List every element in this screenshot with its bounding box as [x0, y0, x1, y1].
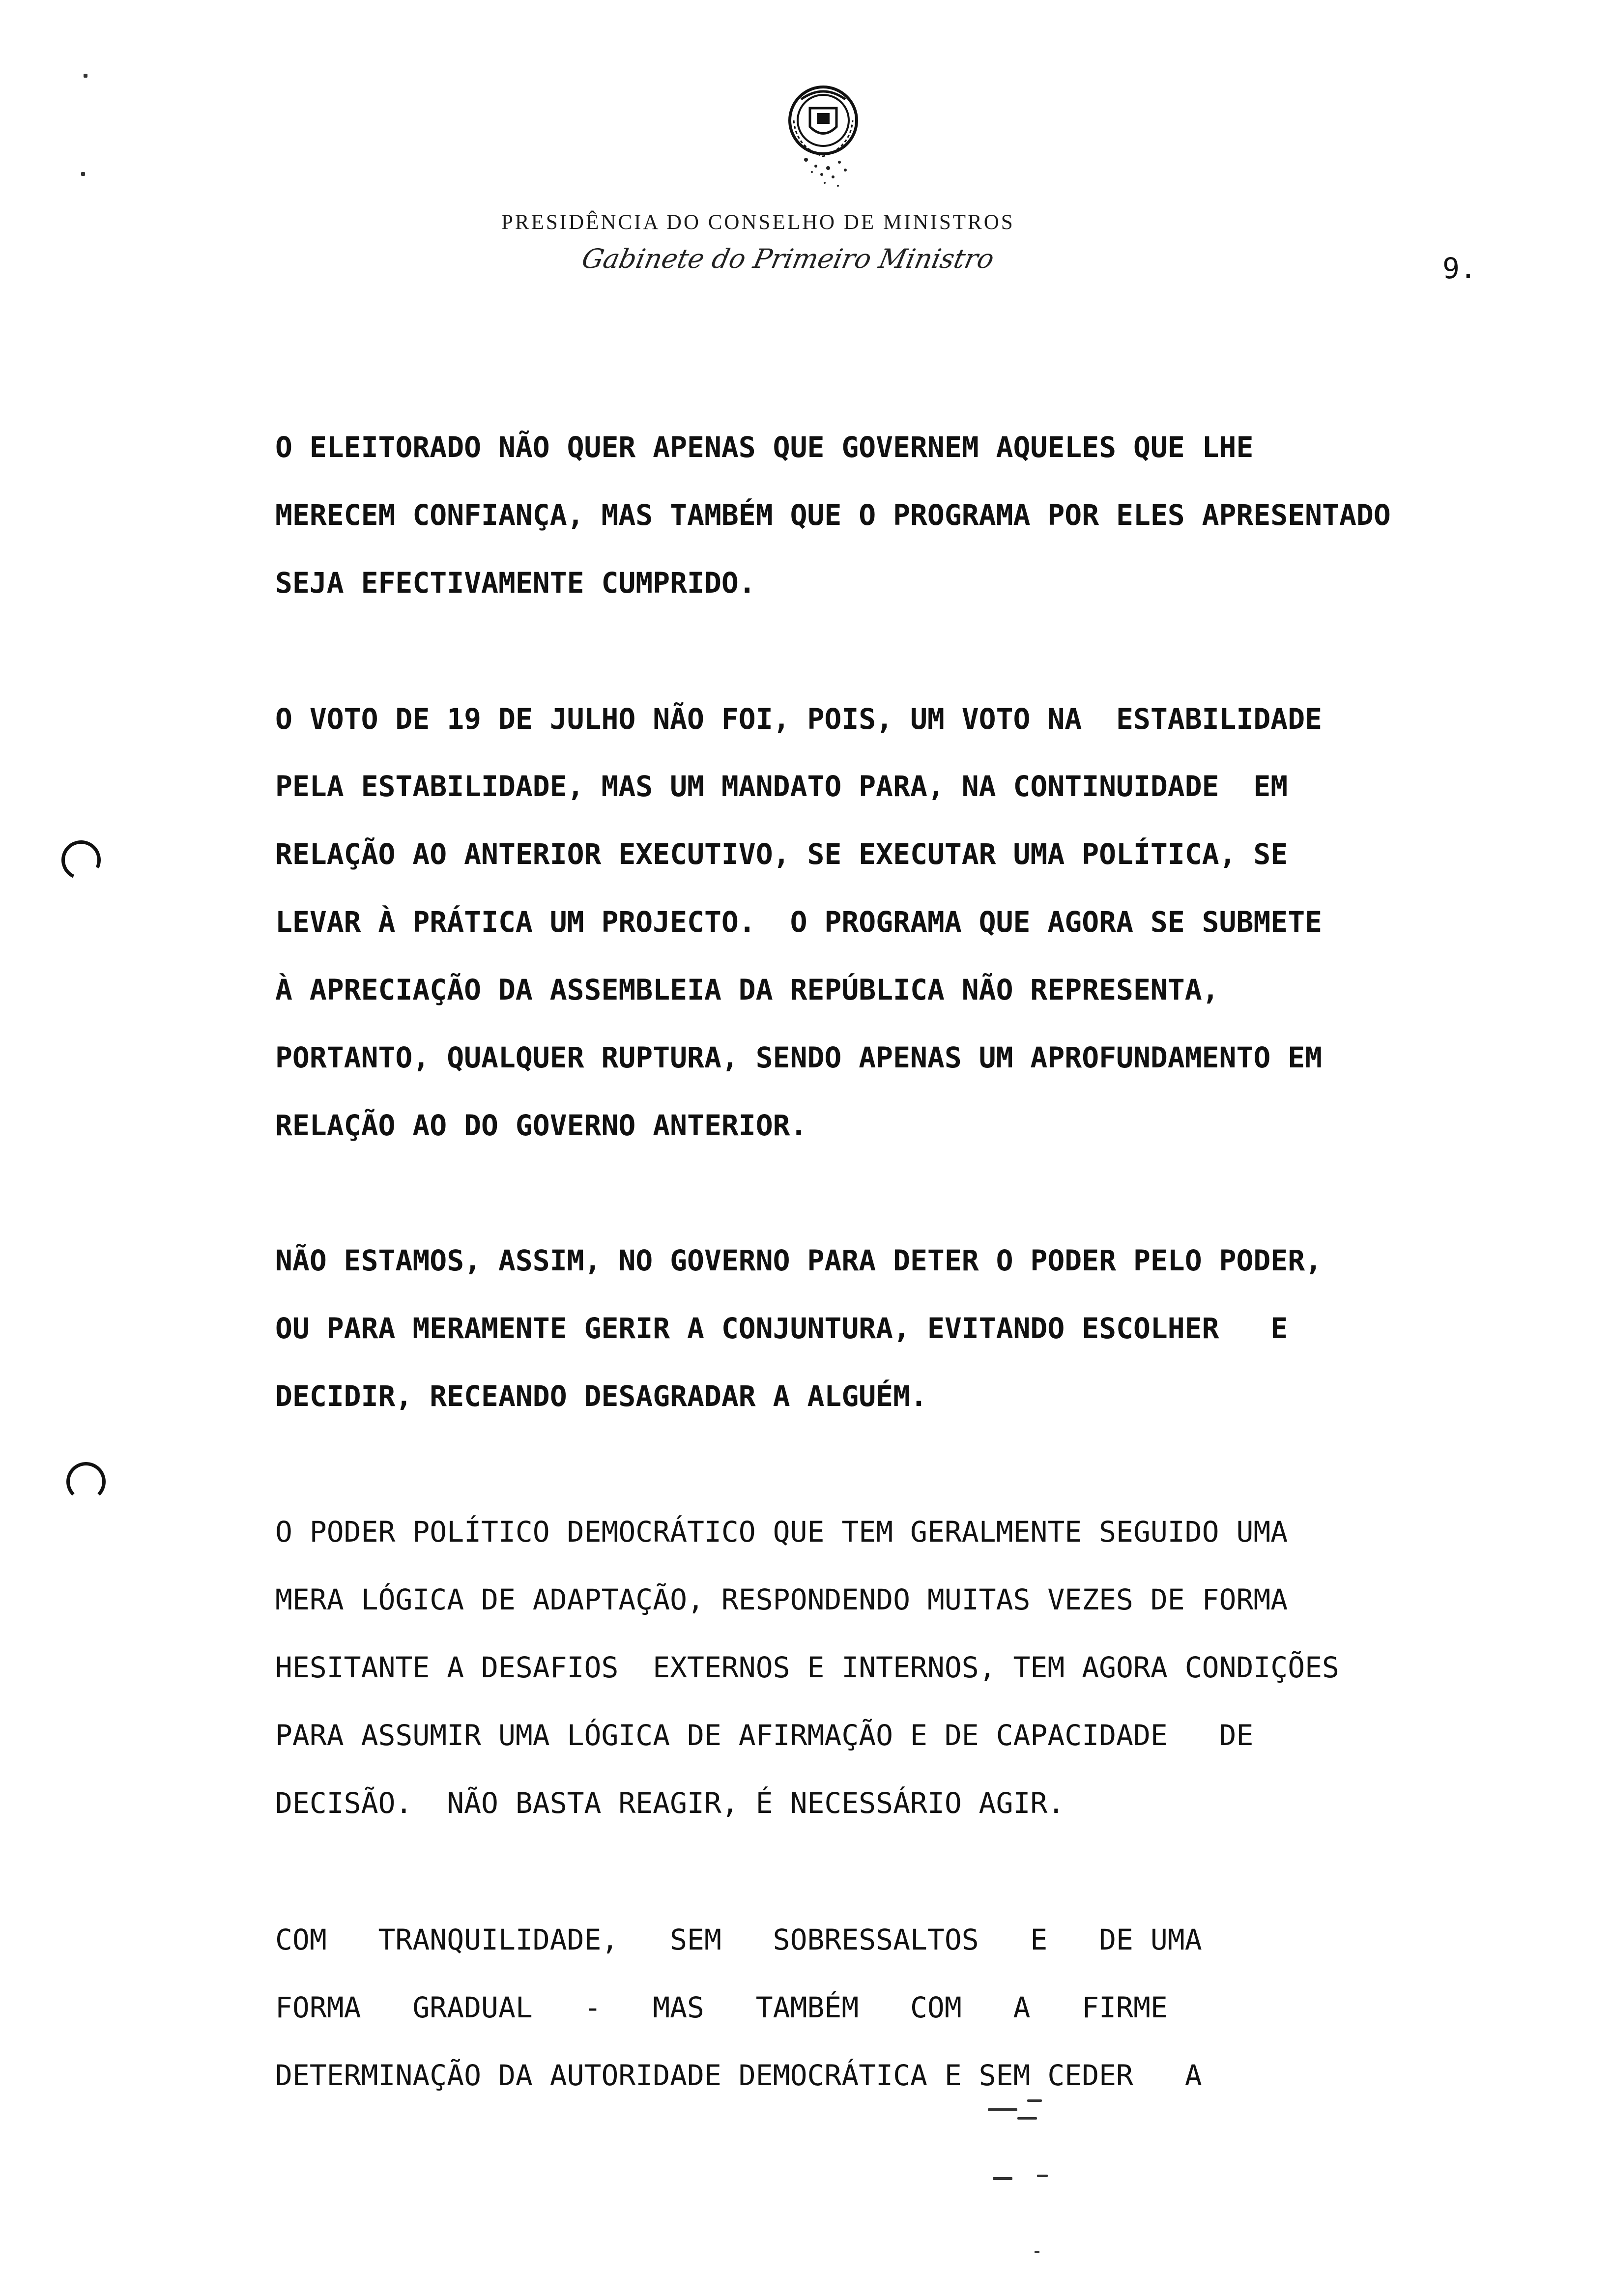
paragraph-2-line-1: O VOTO DE 19 DE JULHO NÃO FOI, POIS, UM VOTO NA ESTABILIDADE — [275, 702, 1323, 736]
paragraph-2-line-6: PORTANTO, QUALQUER RUPTURA, SENDO APENAS UM APROFUNDAMENTO EM — [275, 1041, 1323, 1074]
paragraph-4-line-5: DECISÃO. NÃO BASTA REAGIR, É NECESSÁRIO AGIR. — [275, 1786, 1065, 1820]
paragraph-5-line-3: DETERMINAÇÃO DA AUTORIDADE DEMOCRÁTICA E SEM CEDER A — [275, 2059, 1202, 2092]
paragraph-2-line-7: RELAÇÃO AO DO GOVERNO ANTERIOR. — [275, 1109, 807, 1142]
paragraph-5-line-1: COM TRANQUILIDADE, SEM SOBRESSALTOS E DE UMA — [275, 1923, 1202, 1956]
paragraph-3-line-2: OU PARA MERAMENTE GERIR A CONJUNTURA, EVITANDO ESCOLHER E — [275, 1312, 1288, 1345]
page-number: 9. — [1442, 252, 1477, 285]
paragraph-5-line-2: FORMA GRADUAL - MAS TAMBÉM COM A FIRME — [275, 1991, 1168, 2024]
scan-speck — [1035, 2251, 1039, 2253]
cabinet-handwritten: Gabinete do Primeiro Ministro — [579, 243, 997, 274]
paragraph-3-line-3: DECIDIR, RECEANDO DESAGRADAR A ALGUÉM. — [275, 1379, 927, 1413]
scan-speck — [81, 172, 85, 176]
scan-speck — [988, 2108, 1017, 2111]
paragraph-2-line-2: PELA ESTABILIDADE, MAS UM MANDATO PARA, NA CONTINUIDADE EM — [275, 770, 1288, 803]
paragraph-3-line-1: NÃO ESTAMOS, ASSIM, NO GOVERNO PARA DETER O PODER PELO PODER, — [275, 1244, 1323, 1277]
scan-speck — [1017, 2117, 1037, 2120]
scan-speck — [993, 2177, 1012, 2180]
paragraph-4-line-4: PARA ASSUMIR UMA LÓGICA DE AFIRMAÇÃO E DE CAPACIDADE DE — [275, 1719, 1254, 1752]
scan-speck — [84, 74, 87, 78]
office-name: PRESIDÊNCIA DO CONSELHO DE MINISTROS — [501, 211, 1015, 234]
punch-hole-mark — [66, 1462, 106, 1501]
coat-of-arms-icon — [767, 74, 880, 197]
paragraph-4-line-3: HESITANTE A DESAFIOS EXTERNOS E INTERNOS, TEM AGORA CONDIÇÕES — [275, 1651, 1339, 1684]
paragraph-2-line-3: RELAÇÃO AO ANTERIOR EXECUTIVO, SE EXECUTAR UMA POLÍTICA, SE — [275, 837, 1288, 871]
paragraph-1-line-3: SEJA EFECTIVAMENTE CUMPRIDO. — [275, 566, 756, 600]
paragraph-2-line-5: À APRECIAÇÃO DA ASSEMBLEIA DA REPÚBLICA NÃO REPRESENTA, — [275, 973, 1219, 1006]
paragraph-1-line-2: MERECEM CONFIANÇA, MAS TAMBÉM QUE O PROGRAMA POR ELES APRESENTADO — [275, 498, 1391, 532]
scan-speck — [1037, 2175, 1048, 2177]
scan-speck — [1027, 2099, 1042, 2102]
paragraph-4-line-1: O PODER POLÍTICO DEMOCRÁTICO QUE TEM GERALMENTE SEGUIDO UMA — [275, 1515, 1288, 1549]
paragraph-2-line-4: LEVAR À PRÁTICA UM PROJECTO. O PROGRAMA QUE AGORA SE SUBMETE — [275, 905, 1323, 939]
paragraph-1-line-1: O ELEITORADO NÃO QUER APENAS QUE GOVERNEM AQUELES QUE LHE — [275, 430, 1254, 464]
paragraph-4-line-2: MERA LÓGICA DE ADAPTAÇÃO, RESPONDENDO MUITAS VEZES DE FORMA — [275, 1583, 1288, 1616]
punch-hole-mark — [56, 835, 107, 886]
